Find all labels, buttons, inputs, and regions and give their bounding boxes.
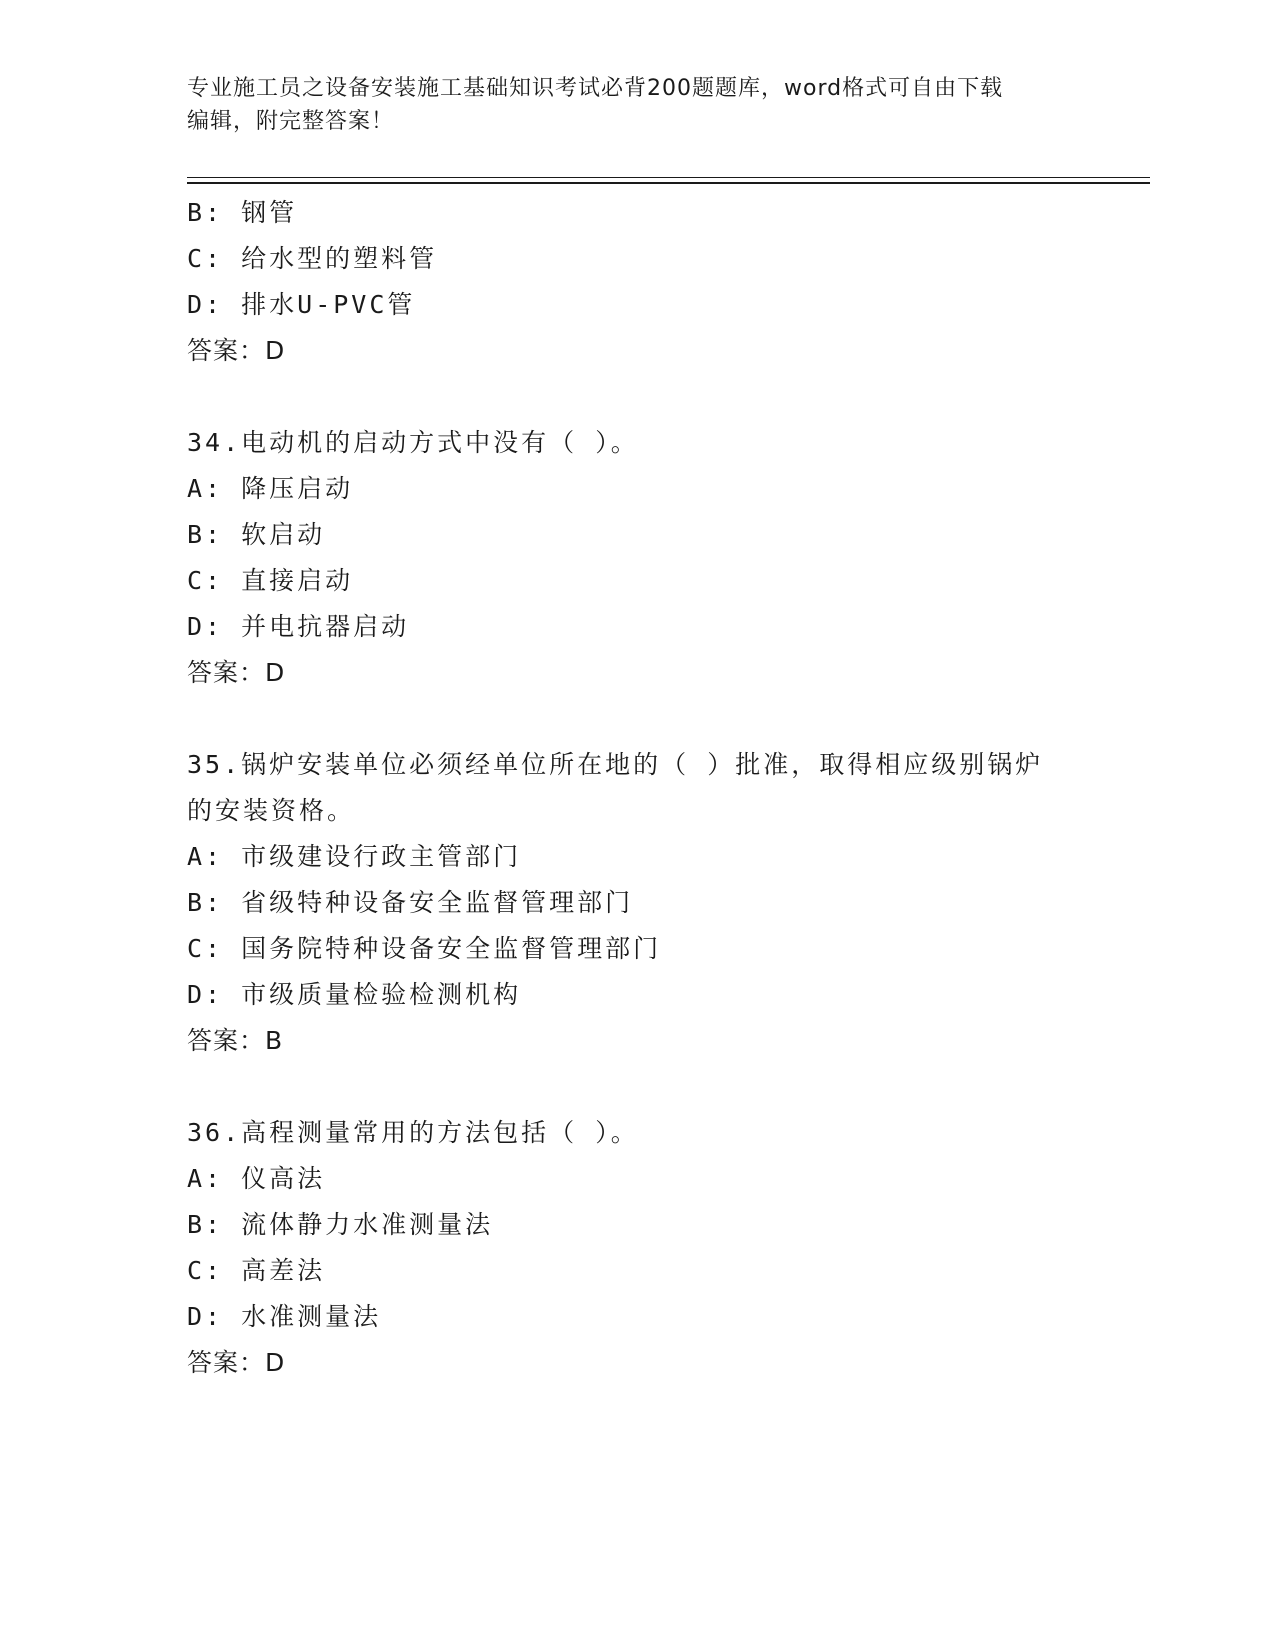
answer-line: 答案：D bbox=[187, 658, 286, 687]
option-b: B: 软启动 bbox=[187, 520, 326, 549]
question-text: 34.电动机的启动方式中没有（ ）。 bbox=[187, 428, 639, 457]
header-title-line-1: 专业施工员之设备安装施工基础知识考试必背200题题库，word格式可自由下载 bbox=[187, 76, 1004, 101]
document-header bbox=[187, 72, 1067, 138]
question-content bbox=[187, 190, 1087, 1386]
option-a: A: 降压启动 bbox=[187, 474, 354, 503]
option-b: B: 流体静力水准测量法 bbox=[187, 1210, 494, 1239]
header-title-line-2: 编辑，附完整答案！ bbox=[187, 109, 395, 134]
answer-line: 答案：D bbox=[187, 336, 286, 365]
option-c: C: 给水型的塑料管 bbox=[187, 244, 438, 273]
question-text-line-2: 的安装资格。 bbox=[187, 796, 356, 825]
option-d: D: 水准测量法 bbox=[187, 1302, 382, 1331]
option-c: C: 高差法 bbox=[187, 1256, 326, 1285]
answer-line: 答案：D bbox=[187, 1348, 286, 1377]
option-d: D: 并电抗器启动 bbox=[187, 612, 410, 641]
option-b: B: 省级特种设备安全监督管理部门 bbox=[187, 888, 634, 917]
question-35 bbox=[187, 742, 1087, 1064]
option-c: C: 直接启动 bbox=[187, 566, 354, 595]
spacer bbox=[187, 1064, 1087, 1110]
question-text: 36.高程测量常用的方法包括（ ）。 bbox=[187, 1118, 639, 1147]
question-33-tail bbox=[187, 190, 1087, 374]
answer-line: 答案：B bbox=[187, 1026, 284, 1055]
question-36 bbox=[187, 1110, 1087, 1386]
question-34 bbox=[187, 420, 1087, 696]
spacer bbox=[187, 696, 1087, 742]
option-d: D: 排水U-PVC管 bbox=[187, 290, 416, 319]
option-b: B: 钢管 bbox=[187, 198, 298, 227]
option-d: D: 市级质量检验检测机构 bbox=[187, 980, 522, 1009]
header-divider bbox=[187, 177, 1150, 184]
option-a: A: 市级建设行政主管部门 bbox=[187, 842, 522, 871]
spacer bbox=[187, 374, 1087, 420]
option-c: C: 国务院特种设备安全监督管理部门 bbox=[187, 934, 662, 963]
question-text-line-1: 35.锅炉安装单位必须经单位所在地的（ ）批准，取得相应级别锅炉 bbox=[187, 750, 1044, 779]
option-a: A: 仪高法 bbox=[187, 1164, 326, 1193]
